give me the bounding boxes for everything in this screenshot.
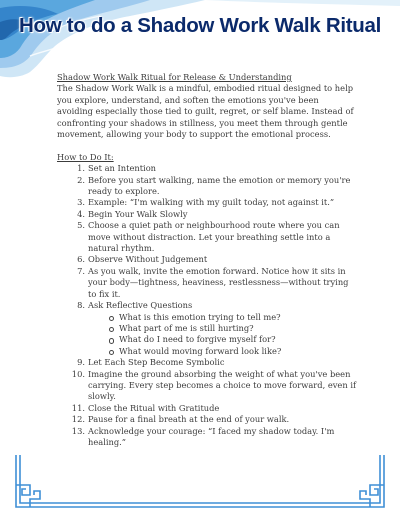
step-item — [57, 163, 357, 174]
step-number: 2. — [77, 174, 85, 185]
step-number: 1. — [77, 163, 85, 174]
step-item — [57, 197, 357, 208]
step-item — [57, 254, 357, 265]
step-number: 4. — [77, 208, 85, 219]
step-text: Acknowledge your courage: “I faced my shadow today. I'm healing.” — [88, 425, 335, 447]
step-number: 12. — [71, 414, 85, 425]
step-text: Let Each Step Become Symbolic — [88, 357, 225, 368]
steps-list — [57, 163, 357, 448]
step-item — [57, 266, 357, 300]
step-text: Imagine the ground absorbing the weight of what you've been carrying. Every step becomes a choice to move forward, even if slowly. — [88, 368, 357, 402]
step-number: 5. — [77, 220, 85, 231]
step-text: As you walk, invite the emotion forward. Notice how it sits in your body—tightness, heaviness, restlessness—without trying to fix it. — [88, 265, 349, 299]
intro-heading: Shadow Work Walk Ritual for Release & Understanding — [57, 72, 292, 82]
intro-paragraph: The Shadow Work Walk is a mindful, embodied ritual designed to help you explore, understand, and soften the emotions you've been avoiding especially those tied to guilt, regret, or self blame. Instead of confronting your shadows in stillness, you meet them through gentle movement, allowing your body to support the emotional process. — [57, 83, 354, 140]
step-item — [57, 414, 357, 425]
step-text: Begin Your Walk Slowly — [88, 208, 188, 219]
question-item: What part of me is still hurting? — [88, 323, 357, 334]
question-item: What would moving forward look like? — [88, 346, 357, 357]
step-number: 3. — [77, 197, 85, 208]
questions-list — [88, 312, 357, 358]
wave-illustration — [0, 0, 400, 80]
step-item — [57, 220, 357, 254]
step-text: Set an Intention — [88, 163, 157, 174]
step-item — [57, 426, 357, 449]
step-item — [57, 175, 357, 198]
decorative-frame — [10, 455, 390, 513]
page-title: How to do a Shadow Work Walk Ritual — [19, 14, 381, 37]
step-number: 6. — [77, 254, 85, 265]
step-text: Choose a quiet path or neighbourhood route where you can move without distraction. Let your breathing settle into a natural rhythm. — [88, 220, 340, 254]
step-item — [57, 357, 357, 368]
step-text: Observe Without Judgement — [88, 254, 208, 265]
document-body — [57, 72, 357, 448]
step-text: Before you start walking, name the emotion or memory you're ready to explore. — [88, 174, 351, 197]
step-item — [57, 209, 357, 220]
question-item: What is this emotion trying to tell me? — [88, 312, 357, 323]
step-number: 8. — [77, 300, 85, 311]
step-text: Ask Reflective Questions — [88, 300, 193, 311]
step-item — [57, 300, 357, 357]
question-item: What do I need to forgive myself for? — [88, 334, 357, 345]
step-number: 13. — [71, 425, 85, 436]
step-number: 9. — [77, 357, 85, 368]
step-item — [57, 403, 357, 414]
howto-heading: How to Do It: — [57, 151, 114, 162]
step-text: Pause for a final breath at the end of your walk. — [88, 414, 290, 425]
step-text: Close the Ritual with Gratitude — [88, 402, 220, 413]
step-number: 11. — [71, 402, 85, 413]
step-text: Example: “I'm walking with my guilt today, not against it.” — [88, 197, 335, 208]
step-number: 10. — [71, 368, 85, 379]
step-item — [57, 369, 357, 403]
step-number: 7. — [77, 265, 85, 276]
